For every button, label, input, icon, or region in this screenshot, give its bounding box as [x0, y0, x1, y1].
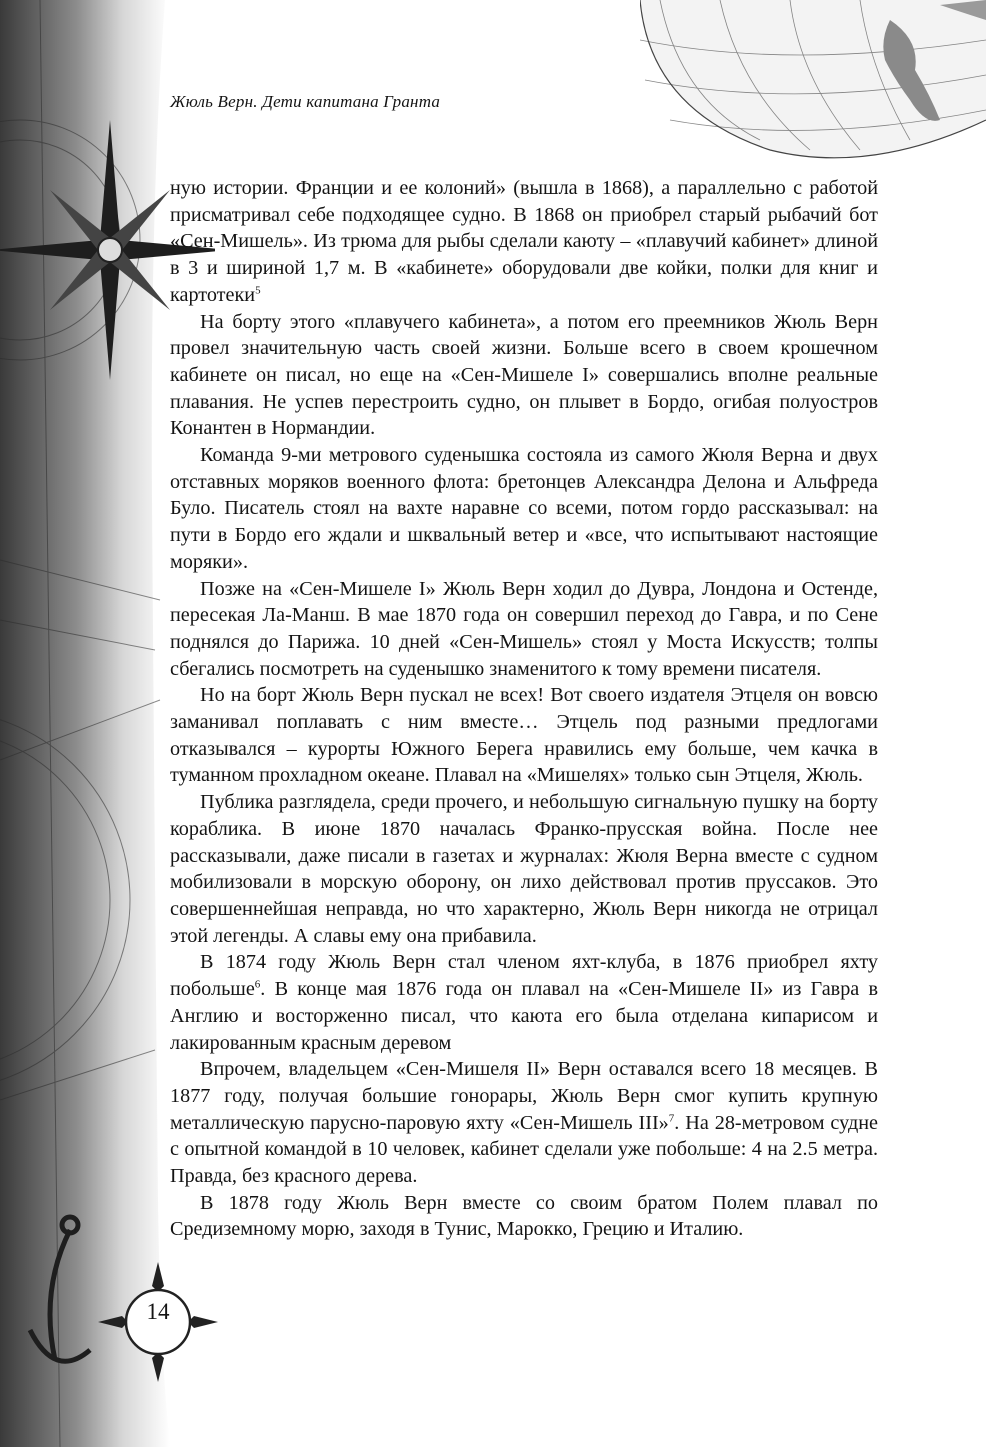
footnote-ref: 5	[255, 284, 261, 297]
paragraph-4: Позже на «Сен-Мишеле I» Жюль Верн ходил до Дувра, Лондона и Остенде, пересекая Ла-Манш. В мае 1870 года он совершил переход до Гавра, и по Сене поднялся до Парижа. 10 дней «Сен-Мишель» стоял у Моста Искусств; толпы сбегались посмотреть на суденышко знаменитого к тому времени писателя.	[170, 577, 878, 680]
paragraph-3: Команда 9-ми метрового суденышка состояла из самого Жюля Верна и двух отставных моряков военного флота: бретонцев Александра Делона и Альфреда Було. Писатель стоял на вахте наравне со всеми, потом гордо рассказывал: на пути в Бордо его ждали и шквальный ветер и «все, что испытывают настоящие моряки».	[170, 444, 878, 573]
footnote-ref: 6	[254, 978, 261, 991]
paragraph-1: ную истории. Франции и ее колоний» (вышла в 1868), а параллельно с работой присматривал себе подходящее судно. В 1868 он приобрел старый рыбачий бот «Сен-Мишель». Из трюма для рыбы сделали каюту – «плавучий кабинет» длиной в 3 и шириной 1,7 м. В «кабинете» оборудовали две койки, полки для книг и картотеки$^5$	[170, 177, 878, 306]
paragraph-7: В 1874 году Жюль Верн стал членом яхт-клуба, в 1876 приобрел яхту побольше$^6$. В конце мая 1876 года он плавал на «Сен-Мишеле II» из Гавра в Англию и восторженно писал, что каюта его была отделана кипарисом и лакированным красным деревом	[170, 951, 878, 1054]
paragraph-5: Но на борт Жюль Верн пускал не всех! Вот своего издателя Этцеля он вовсю заманивал поплавать с ним вместе… Этцель под разными предлогами отказывался – курорты Южного Берега нравились ему больше, чем качка в туманном прохладном океане. Плавал на «Мишелях» только сын Этцеля, Жюль.	[170, 684, 878, 787]
article-body	[170, 175, 878, 1243]
paragraph-9: В 1878 году Жюль Верн вместе со своим братом Полем плавал по Средиземному морю, заходя в Тунис, Марокко, Грецию и Италию.	[170, 1191, 878, 1241]
footnote-ref: 7	[668, 1111, 675, 1124]
paragraph-6: Публика разглядела, среди прочего, и небольшую сигнальную пушку на борту кораблика. В июне 1870 началась Франко-прусская война. После нее рассказывали, даже писали в газетах и журналах: Жюля Верна вместе с судном мобилизовали в морскую оборону, он лихо действовал против пруссаков. Это совершеннейшая неправда, но что характерно, Жюль Верн никогда не отрицал этой легенды. А славы ему она прибавила.	[170, 791, 878, 947]
paragraph-2: На борту этого «плавучего кабинета», а потом его преемников Жюль Верн провел значительную часть своей жизни. Больше всего в своем крошечном кабинете он писал, но еще на «Сен-Мишеле I» совершались вполне реальные плавания. Не успев перестроить судно, он плывет в Бордо, огибая полуостров Конантен в Нормандии.	[170, 310, 878, 440]
paragraph-8: Впрочем, владельцем «Сен-Мишеля II» Верн оставался всего 18 месяцев. В 1877 году, получая большие гонорары, Жюль Верн смог купить крупную металлическую парусно-паровую яхту «Сен-Мишель III»$^7$. На 28-метровом судне с опытной командой в 10 человек, кабинет сделали уже побольше: 4 на 2.5 метра. Правда, без красного дерева.	[170, 1058, 878, 1188]
globe-map-illustration	[640, 0, 986, 170]
page-number: 14	[146, 1299, 170, 1324]
running-header: Жюль Верн. Дети капитана Гранта	[170, 92, 441, 111]
